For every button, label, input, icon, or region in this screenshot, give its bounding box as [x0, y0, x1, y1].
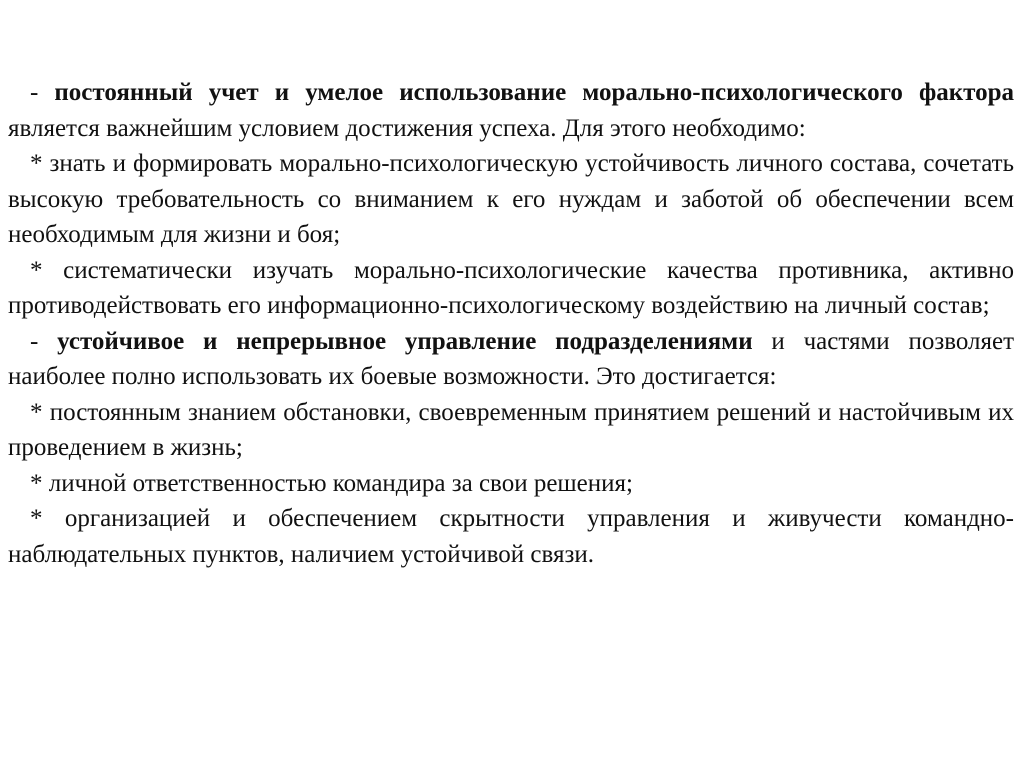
dash-marker: - [30, 327, 58, 355]
paragraph-secrecy-communication: * организацией и обеспечением скрытности управления и живучести командно-наблюдательных пунктов, наличием устойчивой связи. [8, 505, 1014, 568]
paragraph-situation-knowledge: * постоянным знанием обстановки, своевременным принятием решений и настойчивым их проведением в жизнь; [8, 398, 1014, 461]
paragraph-study-enemy: * систематически изучать морально-психологические качества противника, активно противодействовать его информационно-психологическому воздействию на личный состав; [8, 256, 1014, 319]
paragraph-commander-responsibility: * личной ответственностью командира за свои решения; [30, 469, 633, 497]
paragraph-text: является важнейшим условием достижения успеха. Для этого необходимо: [8, 114, 806, 142]
bold-heading-command-control: устойчивое и непрерывное управление подразделениями [57, 327, 753, 355]
bold-heading-morale-factor: постоянный учет и умелое использование морально-психологического фактора [54, 79, 1015, 106]
paragraph-command-control [8, 324, 1014, 395]
paragraph-morale-factor [8, 75, 1014, 146]
dash-marker: - [30, 79, 55, 106]
body-text [8, 75, 1014, 572]
paragraph-know-stability: * знать и формировать морально-психологическую устойчивость личного состава, сочетать высокую требовательность со вниманием к его нуждам и заботой об обеспечении всем необходимым для жизни и боя; [8, 150, 1014, 248]
paragraph-text: и частями позволяет наиболее полно использовать их боевые возможности. Это достигается: [8, 327, 1015, 390]
